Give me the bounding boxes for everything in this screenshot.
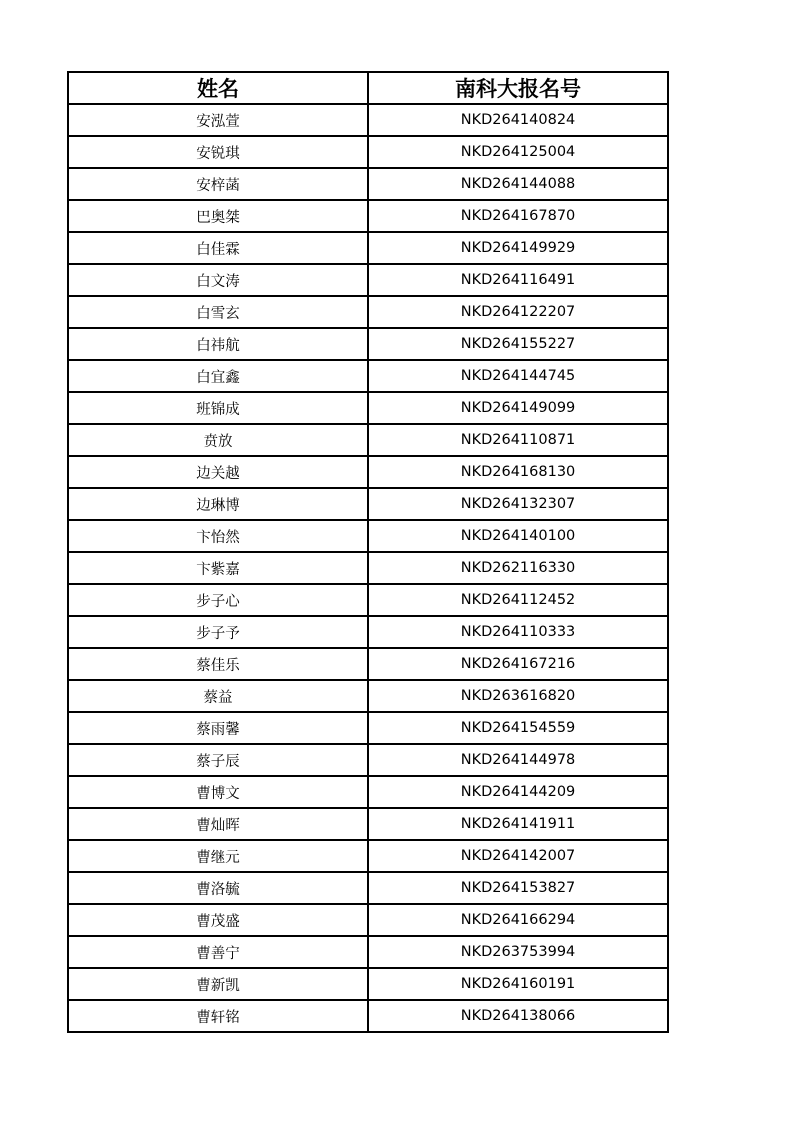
student-name-cell: 步子予 (68, 616, 368, 648)
column-header-name: 姓名 (68, 72, 368, 104)
registration-number-cell: NKD264144745 (368, 360, 668, 392)
student-name-cell: 班锦成 (68, 392, 368, 424)
table-row (68, 744, 668, 776)
student-name-cell: 安梓菡 (68, 168, 368, 200)
student-name-cell: 边琳博 (68, 488, 368, 520)
table-row (68, 776, 668, 808)
table-row (68, 808, 668, 840)
registration-number-cell: NKD263753994 (368, 936, 668, 968)
registration-number-cell: NKD264140824 (368, 104, 668, 136)
table-row (68, 296, 668, 328)
table-row (68, 360, 668, 392)
student-name-cell: 曹灿晖 (68, 808, 368, 840)
column-header-registration-number: 南科大报名号 (368, 72, 668, 104)
table-row (68, 200, 668, 232)
student-name-cell: 卞紫嘉 (68, 552, 368, 584)
registration-number-cell: NKD264122207 (368, 296, 668, 328)
table-row (68, 936, 668, 968)
student-name-cell: 卞怡然 (68, 520, 368, 552)
registration-number-cell: NKD264141911 (368, 808, 668, 840)
table-row (68, 488, 668, 520)
table-row (68, 584, 668, 616)
table-row (68, 232, 668, 264)
registration-number-cell: NKD264153827 (368, 872, 668, 904)
table-row (68, 520, 668, 552)
registration-number-cell: NKD264144088 (368, 168, 668, 200)
registration-number-cell: NKD264167870 (368, 200, 668, 232)
registration-number-cell: NKD264110871 (368, 424, 668, 456)
table-header-row (68, 72, 668, 104)
student-name-cell: 安锐琪 (68, 136, 368, 168)
student-name-cell: 蔡佳乐 (68, 648, 368, 680)
registration-number-cell: NKD263616820 (368, 680, 668, 712)
student-name-cell: 步子心 (68, 584, 368, 616)
table-row (68, 424, 668, 456)
student-name-cell: 曹善宁 (68, 936, 368, 968)
table-row (68, 168, 668, 200)
registration-number-cell: NKD264154559 (368, 712, 668, 744)
table-row (68, 648, 668, 680)
registration-number-cell: NKD264125004 (368, 136, 668, 168)
table-row (68, 264, 668, 296)
registration-number-cell: NKD264168130 (368, 456, 668, 488)
student-name-cell: 边关越 (68, 456, 368, 488)
table-row (68, 136, 668, 168)
student-name-cell: 曹茂盛 (68, 904, 368, 936)
table-row (68, 456, 668, 488)
registration-sheet (67, 71, 667, 1033)
student-name-cell: 巴奥桀 (68, 200, 368, 232)
student-name-cell: 白文涛 (68, 264, 368, 296)
registration-table (67, 71, 669, 1033)
table-row (68, 616, 668, 648)
table-row (68, 840, 668, 872)
table-row (68, 104, 668, 136)
student-name-cell: 蔡雨馨 (68, 712, 368, 744)
registration-number-cell: NKD264112452 (368, 584, 668, 616)
student-name-cell: 蔡益 (68, 680, 368, 712)
registration-number-cell: NKD264110333 (368, 616, 668, 648)
registration-number-cell: NKD264155227 (368, 328, 668, 360)
student-name-cell: 蔡子辰 (68, 744, 368, 776)
student-name-cell: 安泓萱 (68, 104, 368, 136)
registration-number-cell: NKD264166294 (368, 904, 668, 936)
student-name-cell: 曹博文 (68, 776, 368, 808)
registration-number-cell: NKD264149099 (368, 392, 668, 424)
table-row (68, 968, 668, 1000)
student-name-cell: 白祎航 (68, 328, 368, 360)
table-row (68, 680, 668, 712)
table-row (68, 392, 668, 424)
student-name-cell: 白雪玄 (68, 296, 368, 328)
student-name-cell: 白佳霖 (68, 232, 368, 264)
registration-number-cell: NKD264149929 (368, 232, 668, 264)
student-name-cell: 曹继元 (68, 840, 368, 872)
student-name-cell: 贲放 (68, 424, 368, 456)
table-body (68, 104, 668, 1032)
table-row (68, 552, 668, 584)
registration-number-cell: NKD264138066 (368, 1000, 668, 1032)
registration-number-cell: NKD264140100 (368, 520, 668, 552)
registration-number-cell: NKD264142007 (368, 840, 668, 872)
registration-number-cell: NKD264160191 (368, 968, 668, 1000)
registration-number-cell: NKD262116330 (368, 552, 668, 584)
table-row (68, 1000, 668, 1032)
registration-number-cell: NKD264144209 (368, 776, 668, 808)
student-name-cell: 曹新凯 (68, 968, 368, 1000)
registration-number-cell: NKD264132307 (368, 488, 668, 520)
student-name-cell: 白宜鑫 (68, 360, 368, 392)
student-name-cell: 曹轩铭 (68, 1000, 368, 1032)
registration-number-cell: NKD264144978 (368, 744, 668, 776)
table-row (68, 904, 668, 936)
student-name-cell: 曹洛毓 (68, 872, 368, 904)
table-row (68, 712, 668, 744)
table-row (68, 872, 668, 904)
registration-number-cell: NKD264116491 (368, 264, 668, 296)
registration-number-cell: NKD264167216 (368, 648, 668, 680)
table-row (68, 328, 668, 360)
